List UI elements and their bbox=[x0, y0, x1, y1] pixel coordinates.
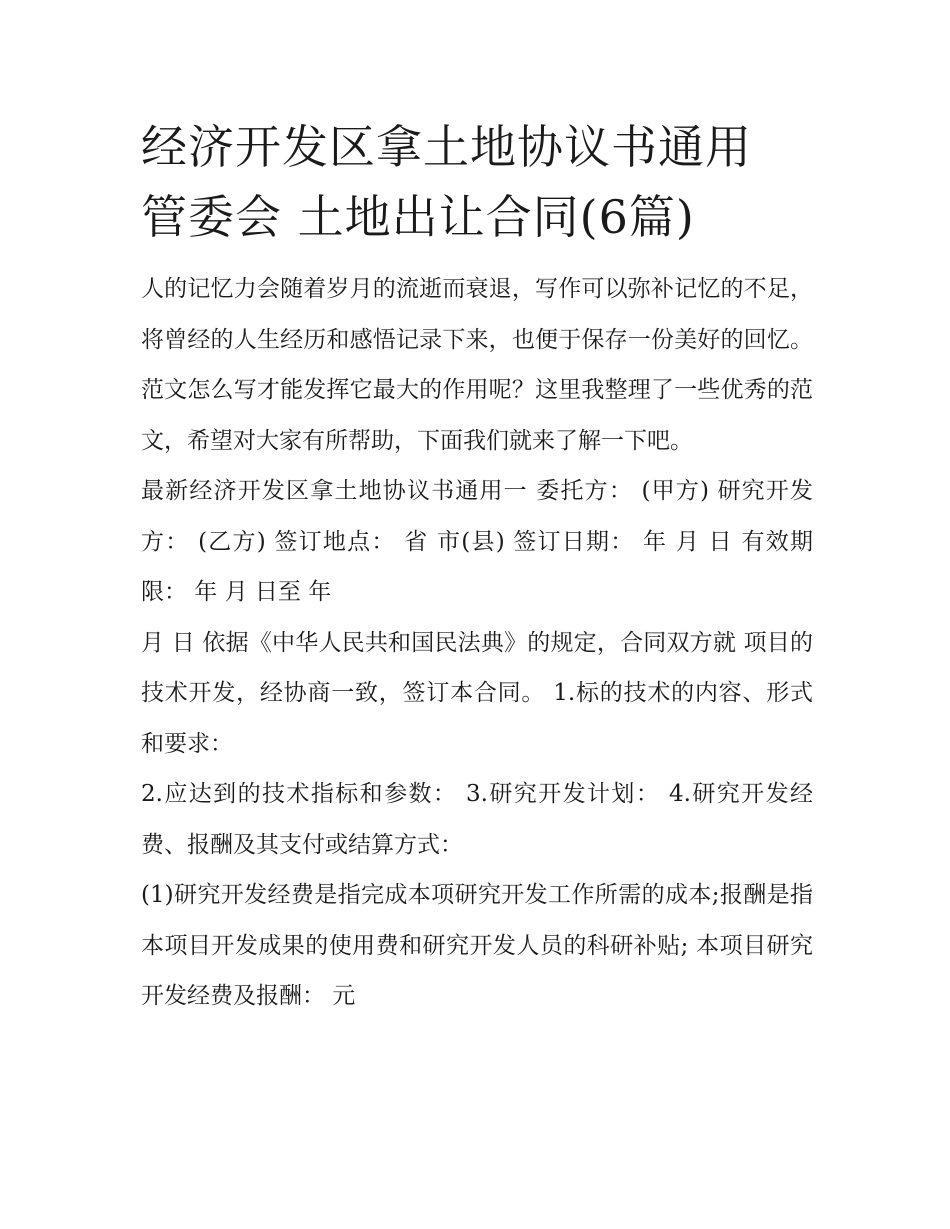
contract-basis-paragraph: 月 日 依据《中华人民共和国民法典》的规定，合同双方就 项目的技术开发，经协商一致，签订本合同。 1.标的技术的内容、形式和要求： bbox=[141, 629, 813, 757]
contract-parties-paragraph: 最新经济开发区拿土地协议书通用一 委托方： (甲方) 研究开发方： (乙方) 签订地点： 省 市(县) 签订日期： 年 月 日 有效期限： 年 月 日至 年 bbox=[141, 478, 813, 605]
title-line-1: 经济开发区拿土地协议书通用 bbox=[141, 120, 752, 174]
intro-paragraph: 人的记忆力会随着岁月的流逝而衰退，写作可以弥补记忆的不足，将曾经的人生经历和感悟记录下来，也便于保存一份美好的回忆。范文怎么写才能发挥它最大的作用呢？这里我整理了一些优秀的范文，希望对大家有所帮助，下面我们就来了解一下吧。 bbox=[141, 276, 813, 454]
technical-indicators-paragraph: 2.应达到的技术指标和参数： 3.研究开发计划： 4.研究开发经费、报酬及其支付或结算方式： bbox=[141, 781, 813, 858]
funding-paragraph: (1)研究开发经费是指完成本项研究开发工作所需的成本;报酬是指本项目开发成果的使用费和研究开发人员的科研补贴; 本项目研究开发经费及报酬： 元 bbox=[141, 882, 813, 1009]
document-page bbox=[141, 112, 813, 1022]
document-title bbox=[141, 112, 813, 252]
title-line-2: 管委会 土地出让合同(6篇) bbox=[141, 190, 695, 244]
